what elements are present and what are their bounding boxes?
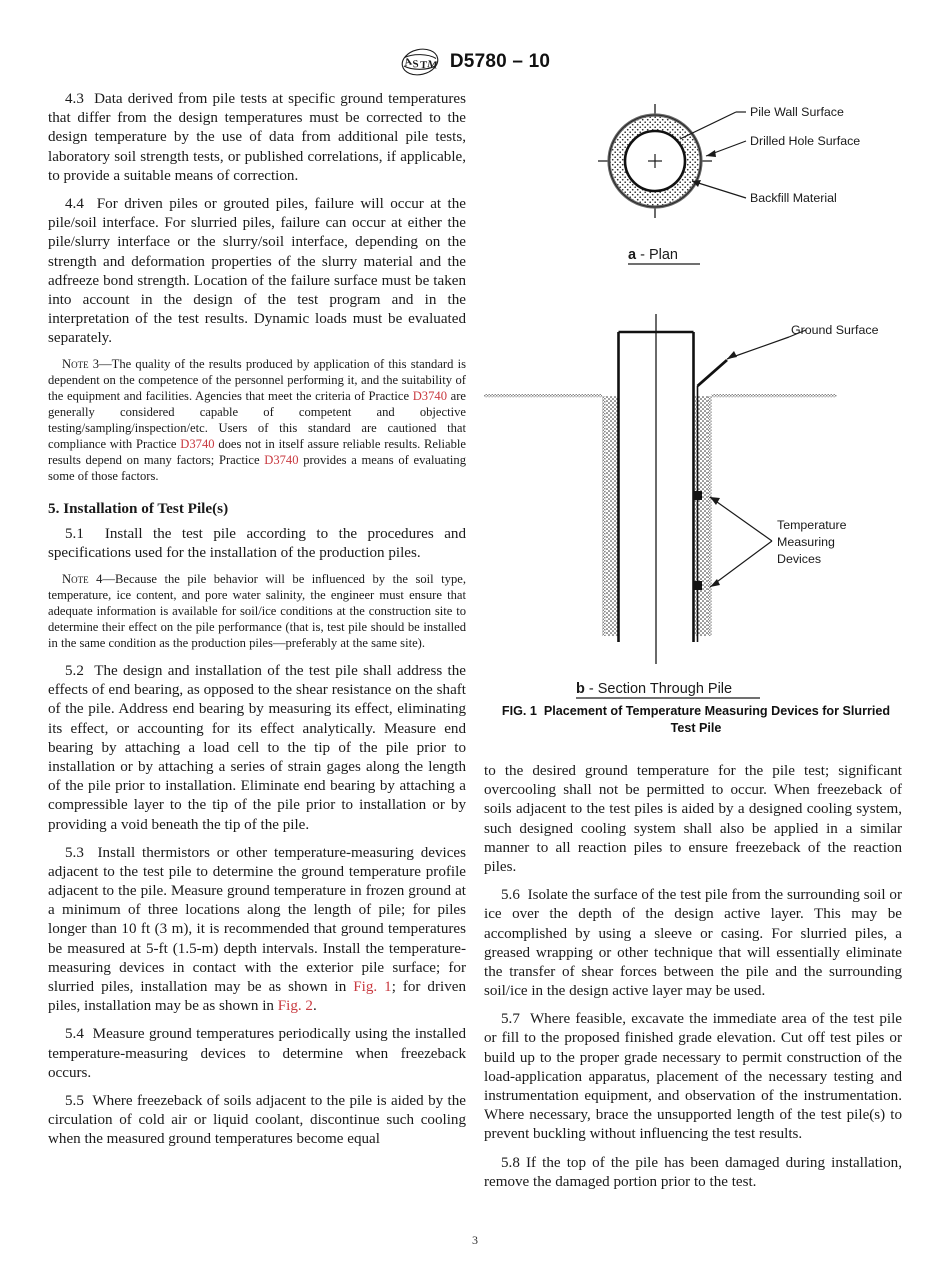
clause-text-part-1: Install thermistors or other temperature-measuring devices adjacent to the test pile to determine the ground temperature profile adjacent to the pile. Measure ground temperature in frozen ground at a minimum of three locations along the length of pile; for piles longer than 10 ft (3 m), it is recommended that ground temperatures be measured at 5-ft (1.5-m) depth intervals. Install the temperature-measuring devices in contact with the exterior pile surface; for slurried piles, installation may be as shown in xyxy=(48,844,467,996)
clause-text: Isolate the surface of the test pile from the surrounding soil or ice over the depth of the design active layer. This may be accomplished by using a sleeve or casing. For slurried piles, a greased wrapping or other technique that will essentially eliminate the transfer of shear forces between the pile and the surrounding soil/ice in the design active layer may be used. xyxy=(484,887,902,1000)
clause-text: Where feasible, excavate the immediate area of the test pile or fill to the proposed finished grade elevation. Cut off test piles or build up to the proper grade necessary to permit construction of the load-application apparatus, placement of the necessary testing and instrumentation equipment, and observation of the instrumentation. Where necessary, brace the unsupported length of the test pile(s) to prevent buckling without influencing the test results. xyxy=(484,1011,902,1143)
clause-text: The design and installation of the test pile shall address the effects of end bearing, as opposed to the shear resistance on the shaft of the pile. Address end bearing by measuring its effect, eliminating its effect, or accounting for its effect analytically. Measure end bearing by attaching a load cell to the tip of the pile prior to installation or by attaching a series of strain gages along the length of the pile prior to installation. Eliminate end bearing by attaching a compressible layer to the tip of the pile prior to installation or by providing a void beneath the tip of the pile. xyxy=(48,663,467,833)
clause-number: 5.4 xyxy=(65,1026,84,1043)
xref-fig-1[interactable]: Fig. 1 xyxy=(353,979,392,996)
paragraph-4-4 xyxy=(48,195,466,349)
label-backfill-material: Backfill Material xyxy=(750,191,837,205)
paragraph-5-2 xyxy=(48,662,466,835)
figure-caption-number: FIG. 1 xyxy=(501,704,537,718)
svg-text:A: A xyxy=(403,56,413,69)
paragraph-4-3 xyxy=(48,90,466,186)
label-pile-wall-surface: Pile Wall Surface xyxy=(750,105,844,119)
figure-caption-line-1: Placement of Temperature Measuring Devices for Slurried xyxy=(543,704,891,718)
note-text-part-4: provides a means of evaluating some of those factors. xyxy=(48,452,466,483)
note-text: —Because the pile behavior will be influenced by the soil type, temperature, ice content, and pore water salinity, the engineer must ensure that adequate information is available for soil/ice conditions at the construction site to determine their effect on the pile performance (that is, test pile should be installed in the same condition as the production piles—preferably at the same site). xyxy=(48,572,466,651)
clause-text-part-2: ; for driven piles, installation may be as shown in xyxy=(48,979,466,1015)
clause-text: Where freezeback of soils adjacent to the pile is aided by the circulation of cold air or liquid coolant, discontinue such cooling when the measured ground temperatures become equal xyxy=(48,1092,466,1148)
clause-number: 5.5 xyxy=(65,1092,84,1109)
label-ground-surface: Ground Surface xyxy=(791,323,879,337)
paragraph-5-3 xyxy=(48,844,466,1017)
paragraph-5-1 xyxy=(48,525,466,563)
figure-caption xyxy=(484,703,908,737)
label-temperature: Temperature xyxy=(777,518,847,532)
plan-view-drawing xyxy=(598,104,746,218)
note-text-part-3: does not in itself assure reliable results. Reliable results depend on many factors; Practice xyxy=(48,437,466,467)
svg-text:S: S xyxy=(412,58,420,71)
note-label: Note xyxy=(62,572,89,587)
note-number: 4 xyxy=(96,572,103,587)
astm-logo xyxy=(400,48,440,76)
clause-text-part-3: . xyxy=(312,998,317,1015)
note-number: 3 xyxy=(92,357,100,372)
paragraph-5-7 xyxy=(484,1010,902,1144)
note-label: Note xyxy=(62,357,89,372)
clause-text: If the top of the pile has been damaged during installation, remove the damaged portion prior to the test. xyxy=(484,1154,902,1190)
clause-number: 5.6 xyxy=(501,887,520,904)
sensor-upper xyxy=(693,491,702,500)
paragraph-5-5-continued xyxy=(484,762,902,877)
note-text-part-2: are generally considered capable of competent and objective testing/sampling/inspection/etc. Users of this standard are cautioned that compliance with Practice xyxy=(48,389,466,452)
plan-sublabel xyxy=(628,247,700,264)
label-drilled-hole-surface: Drilled Hole Surface xyxy=(750,134,861,148)
svg-text:a - Plan: a - Plan xyxy=(628,247,678,263)
svg-text:M: M xyxy=(426,59,438,72)
xref-d3740-2[interactable]: D3740 xyxy=(180,437,215,452)
note-4 xyxy=(48,572,466,652)
clause-text: to the desired ground temperature for the pile test; significant overcooling shall not be permitted to occur. When freezeback of soils adjacent to the test piles is aided by a designed cooling system, such designed cooling system shall also be applied in a similar manner to all reaction piles to ensure freezeback of the reaction piles. xyxy=(484,763,902,875)
section-heading-5: 5. Installation of Test Pile(s) xyxy=(48,499,229,517)
label-measuring: Measuring xyxy=(777,535,835,549)
clause-number: 4.4 xyxy=(65,195,84,212)
clause-number: 5.7 xyxy=(501,1011,520,1028)
standard-designation: D5780 – 10 xyxy=(449,51,551,72)
clause-text: Install the test pile according to the procedures and specifications used for the installation of the production piles. xyxy=(48,526,467,562)
clause-number: 5.3 xyxy=(65,844,84,861)
page-number: 3 xyxy=(472,1233,478,1247)
clause-number: 5.2 xyxy=(65,663,84,680)
section-sublabel xyxy=(576,681,760,698)
clause-text: Measure ground temperatures periodically using the installed temperature-measuring devices to determine when freezeback occurs. xyxy=(48,1026,467,1081)
section-view-drawing xyxy=(484,314,837,664)
xref-d3740-3[interactable]: D3740 xyxy=(264,452,299,467)
clause-text: Data derived from pile tests at specific ground temperatures that differ from the design temperatures must be corrected to the design temperature by the use of data from additional pile tests, laboratory soil strength tests, or published correlations, if applicable, to provide a suitable means of correction. xyxy=(48,91,467,184)
note-text-part-1: —The quality of the results produced by application of this standard is dependent on the competence of the personnel performing it, and the suitability of the equipment and facilities. Agencies that meet the criteria of Practice xyxy=(48,357,466,404)
clause-text: For driven piles or grouted piles, failure will occur at the pile/soil interface. For slurried piles, failure can occur at either the pile/slurry interface or the slurry/soil interface, depending on the strength and deformation properties of the slurry material and the adfreeze bond strength. Location of the failure surface must be taken into account in the design of the test program and in the interpretation of the test results. Dynamic loads must be evaluated separately. xyxy=(48,195,466,347)
sensor-lower xyxy=(693,581,702,590)
clause-number: 5.8 xyxy=(501,1154,520,1171)
svg-text:b - Section Through Pile: b - Section Through Pile xyxy=(576,681,733,697)
paragraph-5-8 xyxy=(484,1154,902,1192)
page-header xyxy=(0,48,950,76)
figure-1 xyxy=(484,86,908,746)
clause-number: 4.3 xyxy=(65,91,84,107)
right-column xyxy=(484,762,902,1201)
figure-caption-line-2: Test Pile xyxy=(670,721,722,735)
left-column xyxy=(48,90,466,1159)
paragraph-5-5 xyxy=(48,1092,466,1150)
svg-text:T: T xyxy=(419,60,428,72)
label-devices: Devices xyxy=(777,552,822,566)
paragraph-5-4 xyxy=(48,1025,466,1083)
xref-d3740-1[interactable]: D3740 xyxy=(412,389,447,404)
note-3 xyxy=(48,357,466,484)
clause-number: 5.1 xyxy=(65,526,84,543)
xref-fig-2[interactable]: Fig. 2 xyxy=(277,998,313,1015)
paragraph-5-6 xyxy=(484,886,902,1001)
